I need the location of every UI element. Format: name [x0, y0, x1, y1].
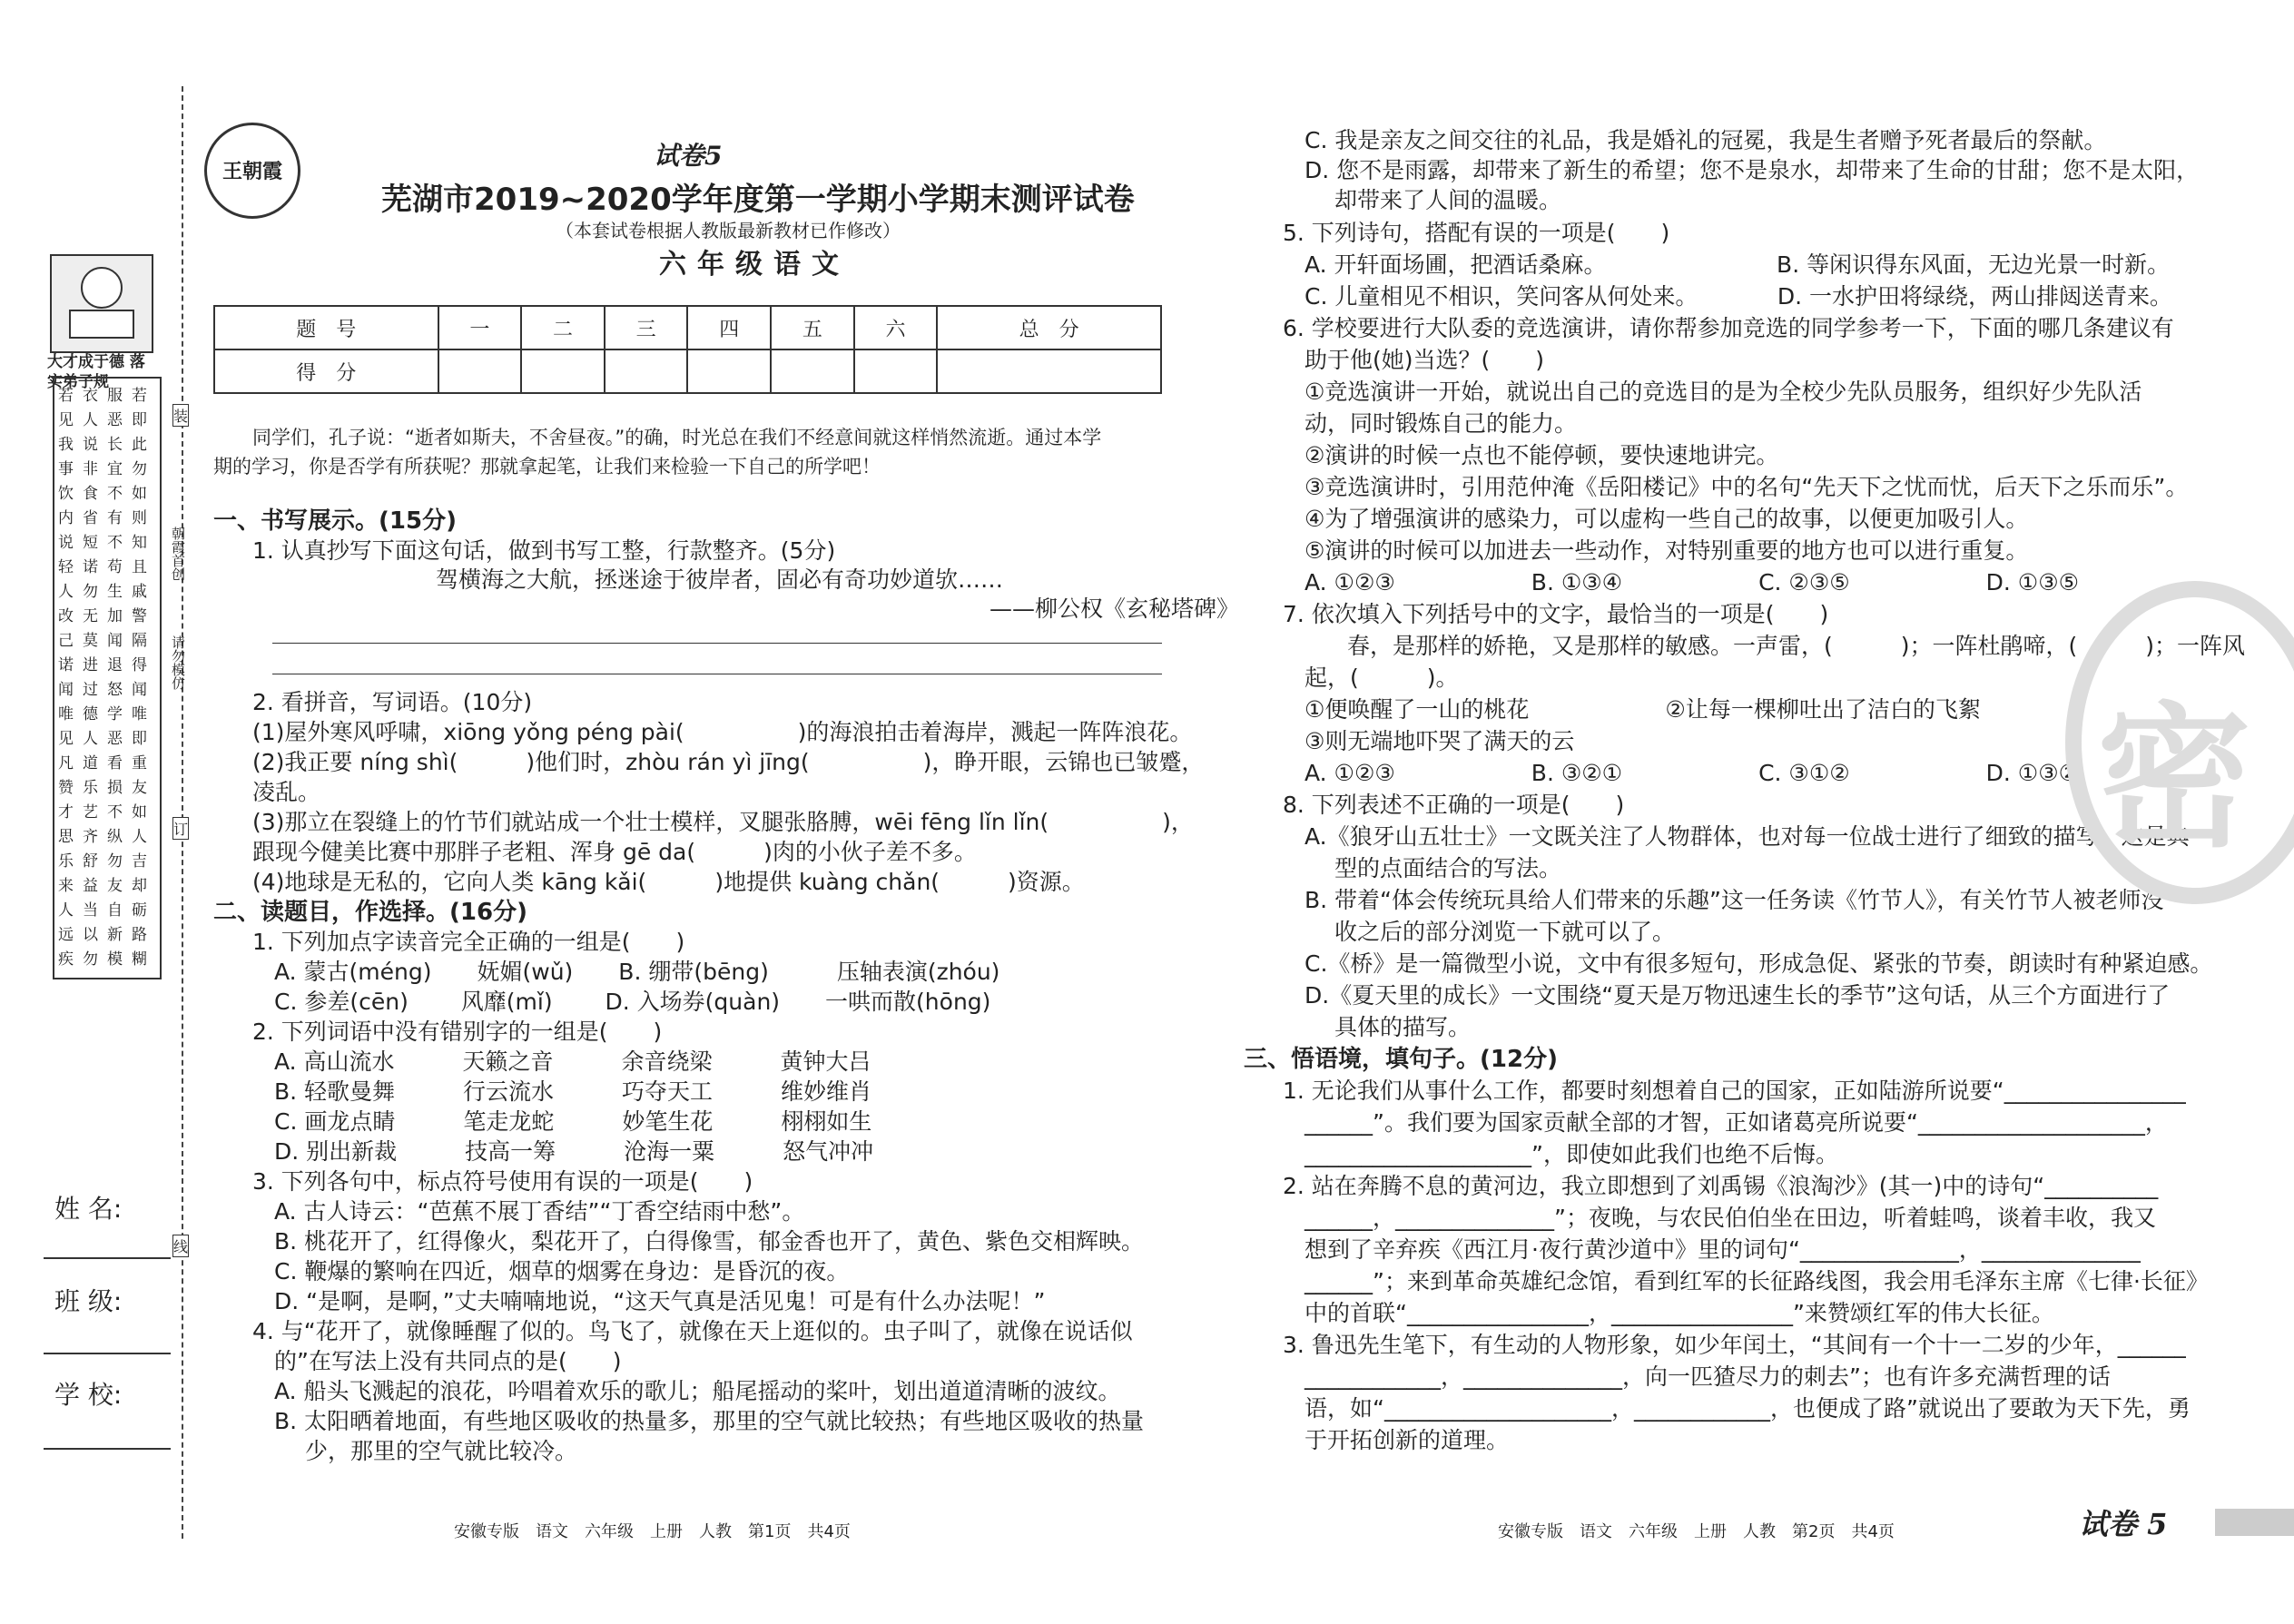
left-text-line: 一、书写展示。(15分): [213, 507, 457, 535]
right-text-line: 8. 下列表述不正确的一项是( ): [1283, 792, 1625, 818]
left-text-line: 少，那里的空气就比较冷。: [305, 1438, 578, 1464]
left-text-line: 4. 与“花开了，就像睡醒了似的。鸟飞了，就像在天上逛似的。虫子叫了，就像在说话似: [252, 1318, 1133, 1344]
left-text-line: A. 高山流水 天籁之音 余音绕梁 黄钟大吕: [274, 1048, 871, 1075]
score-row-label: 得 分: [214, 349, 438, 393]
left-text-line: 凌乱。: [252, 779, 321, 805]
left-text-line: 2. 看拼音，写词语。(10分): [252, 689, 533, 715]
right-text-line: C. 我是亲友之间交往的礼品，我是婚礼的冠冕，我是生者赠予死者最后的祭献。: [1305, 127, 2107, 153]
left-text-line: B. 桃花开了，红得像火，梨花开了，白得像雪，郁金香也开了，黄色、紫色交相辉映。: [274, 1228, 1145, 1255]
name-field[interactable]: [44, 1257, 171, 1259]
motto-item: 过德人道: [83, 681, 98, 773]
score-cell[interactable]: [687, 349, 771, 393]
score-header-cell: 五: [771, 306, 854, 349]
motto-item: 友如人吉: [132, 779, 147, 871]
school-field[interactable]: [44, 1448, 171, 1450]
right-text-line: 5. 下列诗句，搭配有误的一项是( ): [1283, 220, 1670, 246]
score-cell[interactable]: [521, 349, 605, 393]
score-header-cell: 总 分: [937, 306, 1161, 349]
score-header-cell: 题 号: [214, 306, 438, 349]
motto-item: 人改己诺: [58, 583, 74, 674]
motto-item: 怒学恶看: [107, 681, 123, 773]
right-text-line: ②演讲的时候一点也不能停顿，要快速地讲完。: [1305, 442, 1779, 468]
left-text-line: 1. 下列加点字读音完全正确的一组是( ): [252, 929, 685, 955]
mascot-illustration: [50, 254, 153, 353]
motto-item: 如则知且: [132, 485, 147, 576]
right-text-line: 具体的描写。: [1334, 1014, 1472, 1040]
brand-logo-text: 王朝霞: [222, 161, 282, 183]
exam-subtitle: （本套试卷根据人教版最新教材已作修改）: [556, 220, 901, 241]
watermark-seal-char: 密: [2097, 689, 2252, 869]
motto-item: 益当以勿: [83, 877, 98, 969]
side-label-mofang: 请勿模仿: [170, 635, 186, 690]
left-text-line: A. 蒙古(méng) 妩媚(wǔ) B. 绷带(bēng) 压轴表演(zhóu): [274, 959, 1000, 985]
score-cell[interactable]: [937, 349, 1161, 393]
motto-item: 若即此勿: [132, 387, 147, 478]
score-header-cell: 一: [438, 306, 522, 349]
left-text-line: 2. 下列词语中没有错别字的一组是( ): [252, 1019, 663, 1045]
motto-item: 闻唯见凡: [58, 681, 74, 773]
right-text-line: 于开拓创新的道理。: [1305, 1427, 1510, 1453]
right-text-line: C.《桥》是一篇微型小说，文中有很多短句，形成急促、紧张的节奏，朗读时有种紧迫感。: [1305, 950, 2213, 977]
right-text-line: ⑤演讲的时候可以加进去一些动作，对特别重要的地方也可以进行重复。: [1305, 537, 2029, 564]
motto-item: 饮内说轻: [58, 485, 74, 576]
motto-grid: [58, 384, 156, 972]
left-text-line: (3)那立在裂缝上的竹节们就站成一个壮士模样，叉腿张胳膊，wēi fēng lǐn lǐn( )，: [252, 809, 1194, 835]
left-text-line: A. 古人诗云：“芭蕉不展丁香结”“丁香空结雨中愁”。: [274, 1198, 805, 1225]
right-text-line: ______”。我们要为国家贡献全部的才智，正如诸葛亮所说要“____________________，: [1305, 1109, 2168, 1136]
left-text-line: 跟现今健美比赛中那胖子老粗、浑身 gē da( )肉的小伙子差不多。: [252, 839, 977, 865]
right-text-line: D.《夏天里的成长》一文围绕“夏天是万物迅速生长的季节”这句话，从三个方面进行了: [1305, 982, 2171, 1009]
side-label-xian: 线: [172, 1235, 189, 1257]
right-text-line: ______，______________”；夜晚，与农民伯伯坐在田边，听着蛙鸣，谈着丰收，我又: [1305, 1205, 2156, 1231]
motto-item: 不有不苟: [107, 485, 123, 576]
right-text-line: ④为了增强演讲的感染力，可以虚构一些自己的故事，以便更加吸引人。: [1305, 506, 2029, 532]
exam-title: 芜湖市2019~2020学年度第一学期小学期末测评试卷: [381, 182, 1135, 218]
left-text-line: D. 别出新裁 技高一筹 沧海一粟 怒气冲冲: [274, 1138, 874, 1165]
right-text-line: 型的点面结合的写法。: [1334, 855, 1562, 881]
right-text-line: 春，是那样的娇艳，又是那样的敏感。一声雷，( )；一阵杜鹃啼，( )；一阵风: [1347, 633, 2246, 659]
score-header-cell: 三: [605, 306, 688, 349]
score-header-cell: 六: [854, 306, 938, 349]
side-label-zhuang: 装: [172, 404, 189, 427]
intro-line-1: 同学们，孔子说：“逝者如斯夫，不舍昼夜。”的确，时光总在我们不经意间就这样悄然流逝。通过本学: [252, 427, 1102, 448]
left-text-line: 1. 认真抄写下面这句话，做到书写工整，行款整齐。(5分): [252, 537, 836, 564]
right-text-line: 中的首联“________________，________________”来赞颂红军的伟大长征。: [1305, 1300, 2054, 1326]
right-text-line: 3. 鲁迅先生笔下，有生动的人物形象，如少年闰土，“其间有一个十一二岁的少年，______: [1283, 1332, 2186, 1358]
right-text-line: 2. 站在奔腾不息的黄河边，我立即想到了刘禹锡《浪淘沙》(其一)中的诗句“__________: [1283, 1173, 2159, 1199]
score-cell[interactable]: [605, 349, 688, 393]
motto-item: 却砺路糊: [132, 877, 147, 969]
score-header-cell: 四: [687, 306, 771, 349]
right-text-line: 起，( )。: [1305, 664, 1459, 691]
class-field[interactable]: [44, 1353, 171, 1354]
motto-item: 服恶长宜: [107, 387, 123, 478]
right-text-line: ______”；来到革命英雄纪念馆，看到红军的长征路线图，我会用毛泽东主席《七律·长征》: [1305, 1268, 2209, 1294]
right-text-line: C. 儿童相见不相识，笑问客从何处来。 D. 一水护田将绿绕，两山排闼送青来。: [1305, 283, 2172, 310]
motto-item: 勿无莫进: [83, 583, 98, 674]
class-label: 班 级:: [54, 1286, 123, 1316]
left-text-line: (1)屋外寒风呼啸，xiōng yǒng péng pài( )的海浪拍击着海岸，溅起一阵阵浪花。: [252, 719, 1193, 745]
score-cell[interactable]: [854, 349, 938, 393]
brand-logo: [204, 123, 300, 219]
side-label-chuang: 朝霞首创: [170, 527, 186, 581]
left-text-line: (4)地球是无私的，它向人类 kāng kǎi( )地提供 kuàng chǎn( )资源。: [252, 869, 1085, 895]
left-text-line: B. 太阳晒着地面，有些地区吸收的热量多，那里的空气就比较热；有些地区吸收的热量: [274, 1408, 1145, 1434]
side-label-ding: 订: [172, 817, 189, 840]
left-text-line: C. 鞭爆的繁响在四近，烟草的烟雾在身边：是昏沉的夜。: [274, 1258, 850, 1284]
left-text-line: (2)我正要 níng shì( )他们时，zhòu rán yì jīng( )，睁开眼，云锦也已皱蹙，: [252, 749, 1205, 775]
right-text-line: A. ①②③ B. ①③④ C. ②③⑤ D. ①③⑤: [1305, 569, 2080, 595]
motto-item: 乐艺齐舒: [83, 779, 98, 871]
right-text-line: ____________________”，即使如此我们也绝不后悔。: [1305, 1141, 1838, 1167]
right-text-line: 三、悟语境，填句子。(12分): [1244, 1046, 1558, 1073]
school-label: 学 校:: [54, 1380, 123, 1410]
right-text-line: 却带来了人间的温暖。: [1334, 187, 1562, 213]
intro-line-2: 期的学习，你是否学有所获呢？那就拿起笔，让我们来检验一下自己的所学吧！: [213, 456, 881, 477]
series-label: 试卷5: [654, 141, 723, 171]
right-text-line: 想到了辛弃疾《西江月·夜行黄沙道中》里的词句“______________，______________: [1305, 1236, 2141, 1263]
badge-bar: [2215, 1509, 2294, 1536]
right-text-line: ____________，______________，向一匹猹尽力的刺去”；也有许多充满哲理的话: [1305, 1363, 2111, 1390]
footer-left: 安徽专版 语文 六年级 上册 人教 第1页 共4页: [454, 1522, 851, 1541]
left-text-line: A. 船头飞溅起的浪花，吟唱着欢乐的歌儿；船尾摇动的桨叶，划出道道清晰的波纹。: [274, 1378, 1121, 1404]
motto-box: [53, 377, 162, 979]
right-text-line: 语，如“____________________，____________，也便成了路”就说出了要敢为天下先，勇: [1305, 1395, 2191, 1422]
right-text-line: A. ①②③ B. ③②① C. ③①② D. ①③②: [1305, 760, 2080, 786]
motto-item: 食省短诺: [83, 485, 98, 576]
name-label: 姓 名:: [54, 1194, 123, 1224]
left-text-line: 3. 下列各句中，标点符号使用有误的一项是( ): [252, 1168, 753, 1195]
left-text-line: ——柳公权《玄秘塔碑》: [989, 595, 1240, 622]
right-text-line: A.《狼牙山五壮士》一文既关注了人物群体，也对每一位战士进行了细致的描写，这是典: [1305, 823, 2190, 850]
score-cell[interactable]: [438, 349, 522, 393]
right-text-line: B. 带着“体会传统玩具给人们带来的乐趣”这一任务读《竹节人》，有关竹节人被老师没: [1305, 887, 2164, 913]
right-text-line: 收之后的部分浏览一下就可以了。: [1334, 919, 1676, 945]
left-text-line: 的”在写法上没有共同点的是( ): [274, 1348, 622, 1374]
right-text-line: A. 开轩面场圃，把酒话桑麻。 B. 等闲识得东风面，无边光景一时新。: [1305, 251, 2171, 278]
left-text-line: 驾横海之大航，拯迷途于彼岸者，固必有奇功妙道欤……: [436, 566, 1004, 593]
score-cell[interactable]: [771, 349, 854, 393]
right-text-line: ③竞选演讲时，引用范仲淹《岳阳楼记》中的名句“先天下之忧而忧，后天下之乐而乐”。: [1305, 474, 2189, 500]
motto-item: 生加闻退: [107, 583, 123, 674]
right-text-line: 6. 学校要进行大队委的竞选演讲，请你帮参加竞选的同学参考一下，下面的哪几条建议有: [1283, 315, 2174, 341]
right-text-line: 动，同时锻炼自己的能力。: [1305, 410, 1578, 437]
score-header-cell: 二: [521, 306, 605, 349]
left-text-line: C. 画龙点睛 笔走龙蛇 妙笔生花 栩栩如生: [274, 1108, 872, 1135]
left-text-line: D. “是啊，是啊，”丈夫喃喃地说，“这天气真是活见鬼！可是有什么办法呢！”: [274, 1288, 1046, 1314]
motto-item: 闻唯即重: [132, 681, 147, 773]
right-text-line: ①便唤醒了一山的桃花 ②让每一棵柳吐出了洁白的飞絮: [1305, 696, 1981, 723]
motto-banner: 大才成于德 落实弟子规: [47, 353, 145, 391]
motto-item: 赞才思乐: [58, 779, 74, 871]
motto-item: 若见我事: [58, 387, 74, 478]
right-text-line: ①竞选演讲一开始，就说出自己的竞选目的是为全校少先队员服务，组织好少先队活: [1305, 379, 2142, 405]
motto-item: 来人远疾: [58, 877, 74, 969]
footer-right: 安徽专版 语文 六年级 上册 人教 第2页 共4页: [1498, 1522, 1895, 1541]
motto-item: 损不纵勿: [107, 779, 123, 871]
right-text-line: 1. 无论我们从事什么工作，都要时刻想着自己的国家，正如陆游所说要“________________: [1283, 1078, 2186, 1104]
left-text-line: C. 参差(cēn) 风靡(mǐ) D. 入场券(quàn) 一哄而散(hōng): [274, 989, 991, 1015]
motto-item: 衣人说非: [83, 387, 98, 478]
right-text-line: 7. 依次填入下列括号中的文字，最恰当的一项是( ): [1283, 601, 1829, 627]
left-text-line: B. 轻歌曼舞 行云流水 巧夺天工 维妙维肖: [274, 1078, 872, 1105]
right-text-line: ③则无端地吓哭了满天的云: [1305, 728, 1575, 754]
copy-line-1[interactable]: [272, 643, 1162, 644]
motto-item: 戚警隔得: [132, 583, 147, 674]
right-text-line: 助于他(她)当选？( ): [1305, 347, 1545, 373]
exam-badge: 试卷 5: [2079, 1507, 2168, 1541]
left-text-line: 二、读题目，作选择。(16分): [213, 899, 527, 926]
motto-item: 友自新模: [107, 877, 123, 969]
exam-subject: 六年级语文: [659, 249, 850, 281]
binding-dashed-line: [182, 86, 183, 1539]
right-text-line: D. 您不是雨露，却带来了新生的希望；您不是泉水，却带来了生命的甘甜；您不是太阳，: [1305, 157, 2200, 183]
score-table: [213, 305, 1162, 394]
